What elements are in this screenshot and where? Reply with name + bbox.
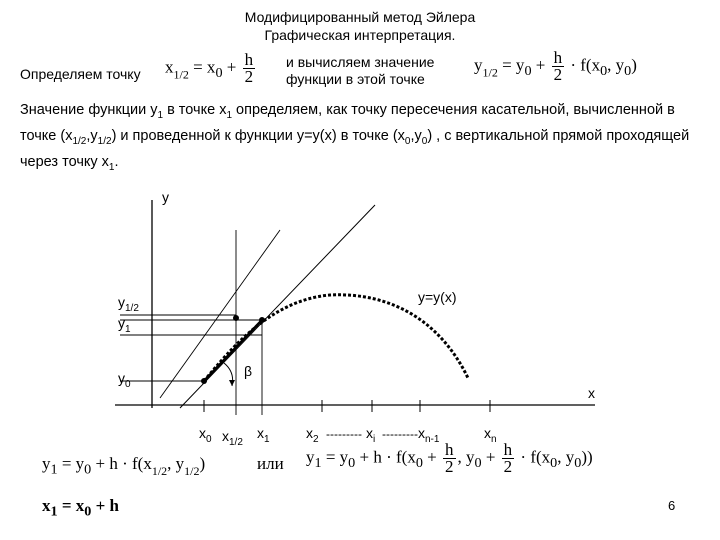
b3-eq-sub: 0 (84, 503, 92, 520)
point-x0-y0 (201, 378, 207, 384)
b3-lhs: x (42, 496, 51, 515)
b2-num1: h (445, 440, 454, 459)
x-label-2-sub: 2 (313, 434, 319, 445)
or-word: или (257, 454, 284, 473)
para-t3: определяем, как точку пересечения касательной, вычисленной в точке ( (20, 102, 675, 144)
x-label-n-main: x (484, 425, 491, 441)
angle-arrowhead (229, 380, 235, 386)
tangent-line-parallel (180, 205, 375, 408)
x-dash-sep-1: --------- (326, 427, 362, 441)
x-label-1-main: x (257, 425, 264, 441)
b2-lhs: y (306, 447, 315, 467)
x-label-0-sub: 0 (206, 434, 212, 445)
b2-den1: 2 (445, 457, 454, 476)
formula-y1-half (42, 454, 205, 479)
para-x0: x (397, 127, 405, 144)
b2-lhs-sub: 1 (314, 454, 322, 471)
y-label-half-main: y (118, 294, 125, 310)
b1-x-sub: 1/2 (151, 464, 168, 478)
b2-den2: 2 (503, 457, 513, 476)
b2-tail2: , y (557, 447, 575, 467)
y-label-1-main: y (118, 315, 125, 331)
formula-x1 (42, 496, 119, 520)
para-yh-sub: 1/2 (97, 135, 112, 147)
x-label-half-main: x (222, 428, 229, 444)
title-line-1: Модифицированный метод Эйлера (244, 9, 476, 25)
b3-eq: = x (61, 496, 85, 515)
para-xh-sub: 1/2 (72, 135, 87, 147)
b1-lhs: y (42, 454, 51, 473)
x-label-i-main: x (366, 425, 373, 441)
para-x1: x (219, 102, 227, 118)
b1-eq: = y (61, 454, 85, 473)
para-x1b-sub: 1 (108, 161, 115, 173)
x-label-1 (257, 425, 270, 445)
fx-eq: = x (193, 57, 216, 77)
b1-comma: , y (167, 454, 185, 473)
para-t5: ) , с вертикальной прямой проходящей через точку (20, 127, 690, 170)
fy-plus: + (535, 55, 546, 75)
fy-tail: · f(x (570, 55, 601, 75)
fy-tail3: ) (631, 55, 637, 75)
b2-comma: , y (457, 447, 475, 467)
y-label-1-sub: 1 (125, 324, 131, 335)
fy-lhs: y (474, 55, 483, 75)
para-y1: y (150, 102, 158, 118)
fy-tail2: , y (607, 55, 625, 75)
para-t2: в точке (163, 102, 220, 118)
b2-tail: · f(x (520, 447, 551, 467)
x-label-half-sub: 1/2 (229, 437, 243, 448)
b2-y-sub: 0 (474, 454, 482, 471)
fx-den: 2 (244, 67, 254, 86)
para-xh: x (65, 127, 73, 144)
x-label-n-1-sub: n-1 (425, 434, 440, 445)
para-t6: . (114, 153, 119, 170)
b1-lhs-sub: 1 (50, 461, 58, 478)
fy-num: h (553, 48, 563, 67)
fx-lhs: x (165, 57, 174, 77)
fy-tail-sub: 0 (600, 62, 608, 79)
fy-eq-sub: 0 (524, 62, 532, 79)
y-label-0-sub: 0 (125, 379, 131, 390)
b2-frac2 (502, 442, 515, 475)
fx-plus: + (226, 57, 237, 77)
b2-rest: + h · f(x (359, 447, 416, 467)
x-label-0-main: x (199, 425, 206, 441)
x-dash-sep-2: --------- (382, 427, 418, 441)
y-label-1 (118, 315, 131, 335)
intro-label-left: Определяем точку (20, 66, 141, 82)
x-label-i-sub: i (373, 434, 376, 445)
para-x1b: x (101, 153, 109, 170)
x-label-2-main: x (306, 425, 313, 441)
b2-tail2-sub: 0 (574, 454, 582, 471)
b3-rest: + h (95, 496, 119, 515)
b2-plus2: + (485, 447, 496, 467)
b2-x-sub: 0 (415, 454, 423, 471)
b3-lhs-sub: 1 (50, 503, 58, 520)
x-label-1-sub: 1 (264, 434, 270, 445)
fy-lhs-sub: 1/2 (482, 65, 498, 80)
para-comma2: , (410, 127, 415, 144)
point-x1 (259, 317, 265, 323)
intro-mid-line1: и вычисляем значение (286, 54, 435, 70)
b2-frac1 (443, 442, 456, 475)
fx-eq-sub: 0 (215, 64, 223, 81)
y-label-0 (118, 370, 131, 390)
para-x0-sub: 0 (404, 135, 411, 147)
b2-eq-sub: 0 (348, 454, 356, 471)
y-label-half (118, 294, 139, 314)
y-axis-label: y (162, 189, 169, 205)
b1-close: ) (199, 454, 206, 473)
fx-num: h (244, 50, 254, 69)
x-label-0 (199, 425, 212, 445)
b2-plus: + (427, 447, 437, 467)
para-y1-sub: 1 (157, 109, 164, 121)
title-line-2: Графическая интерпретация. (264, 27, 456, 43)
formula-y1-full (306, 442, 593, 475)
b2-tail-sub: 0 (550, 454, 558, 471)
para-x1-sub: 1 (226, 109, 232, 121)
x-label-half (222, 428, 243, 448)
y-label-half-sub: 1/2 (125, 303, 139, 314)
x-label-n-1-main: x (418, 425, 425, 441)
para-comma1: , (86, 127, 91, 144)
para-t4: ) и проведенной к функции y=y(x) в точке ( (111, 127, 398, 144)
para-t1: Значение функции (20, 102, 151, 118)
b1-rest: + h · f(x (95, 454, 152, 473)
b1-y-sub: 1/2 (184, 464, 200, 478)
curve-label: y=y(x) (418, 289, 457, 305)
page-number: 6 (668, 498, 676, 513)
b2-eq: = y (325, 447, 349, 467)
para-y0: y (414, 127, 422, 144)
x-axis-label: x (588, 385, 595, 401)
fy-den: 2 (553, 65, 563, 84)
intro-mid-line2: функции в этой точке (286, 71, 425, 87)
b2-num2: h (503, 440, 513, 459)
para-yh: y (90, 127, 98, 144)
y-label-0-main: y (118, 370, 125, 386)
point-x-half (233, 315, 239, 321)
fy-tail2-sub: 0 (624, 62, 632, 79)
fx-lhs-sub: 1/2 (173, 67, 189, 82)
x-label-n-sub: n (491, 434, 497, 445)
fy-eq: = y (502, 55, 525, 75)
angle-label: β (244, 363, 253, 379)
para-y0-sub: 0 (421, 135, 428, 147)
b1-eq-sub: 0 (84, 461, 92, 478)
b2-close: )) (581, 447, 593, 467)
